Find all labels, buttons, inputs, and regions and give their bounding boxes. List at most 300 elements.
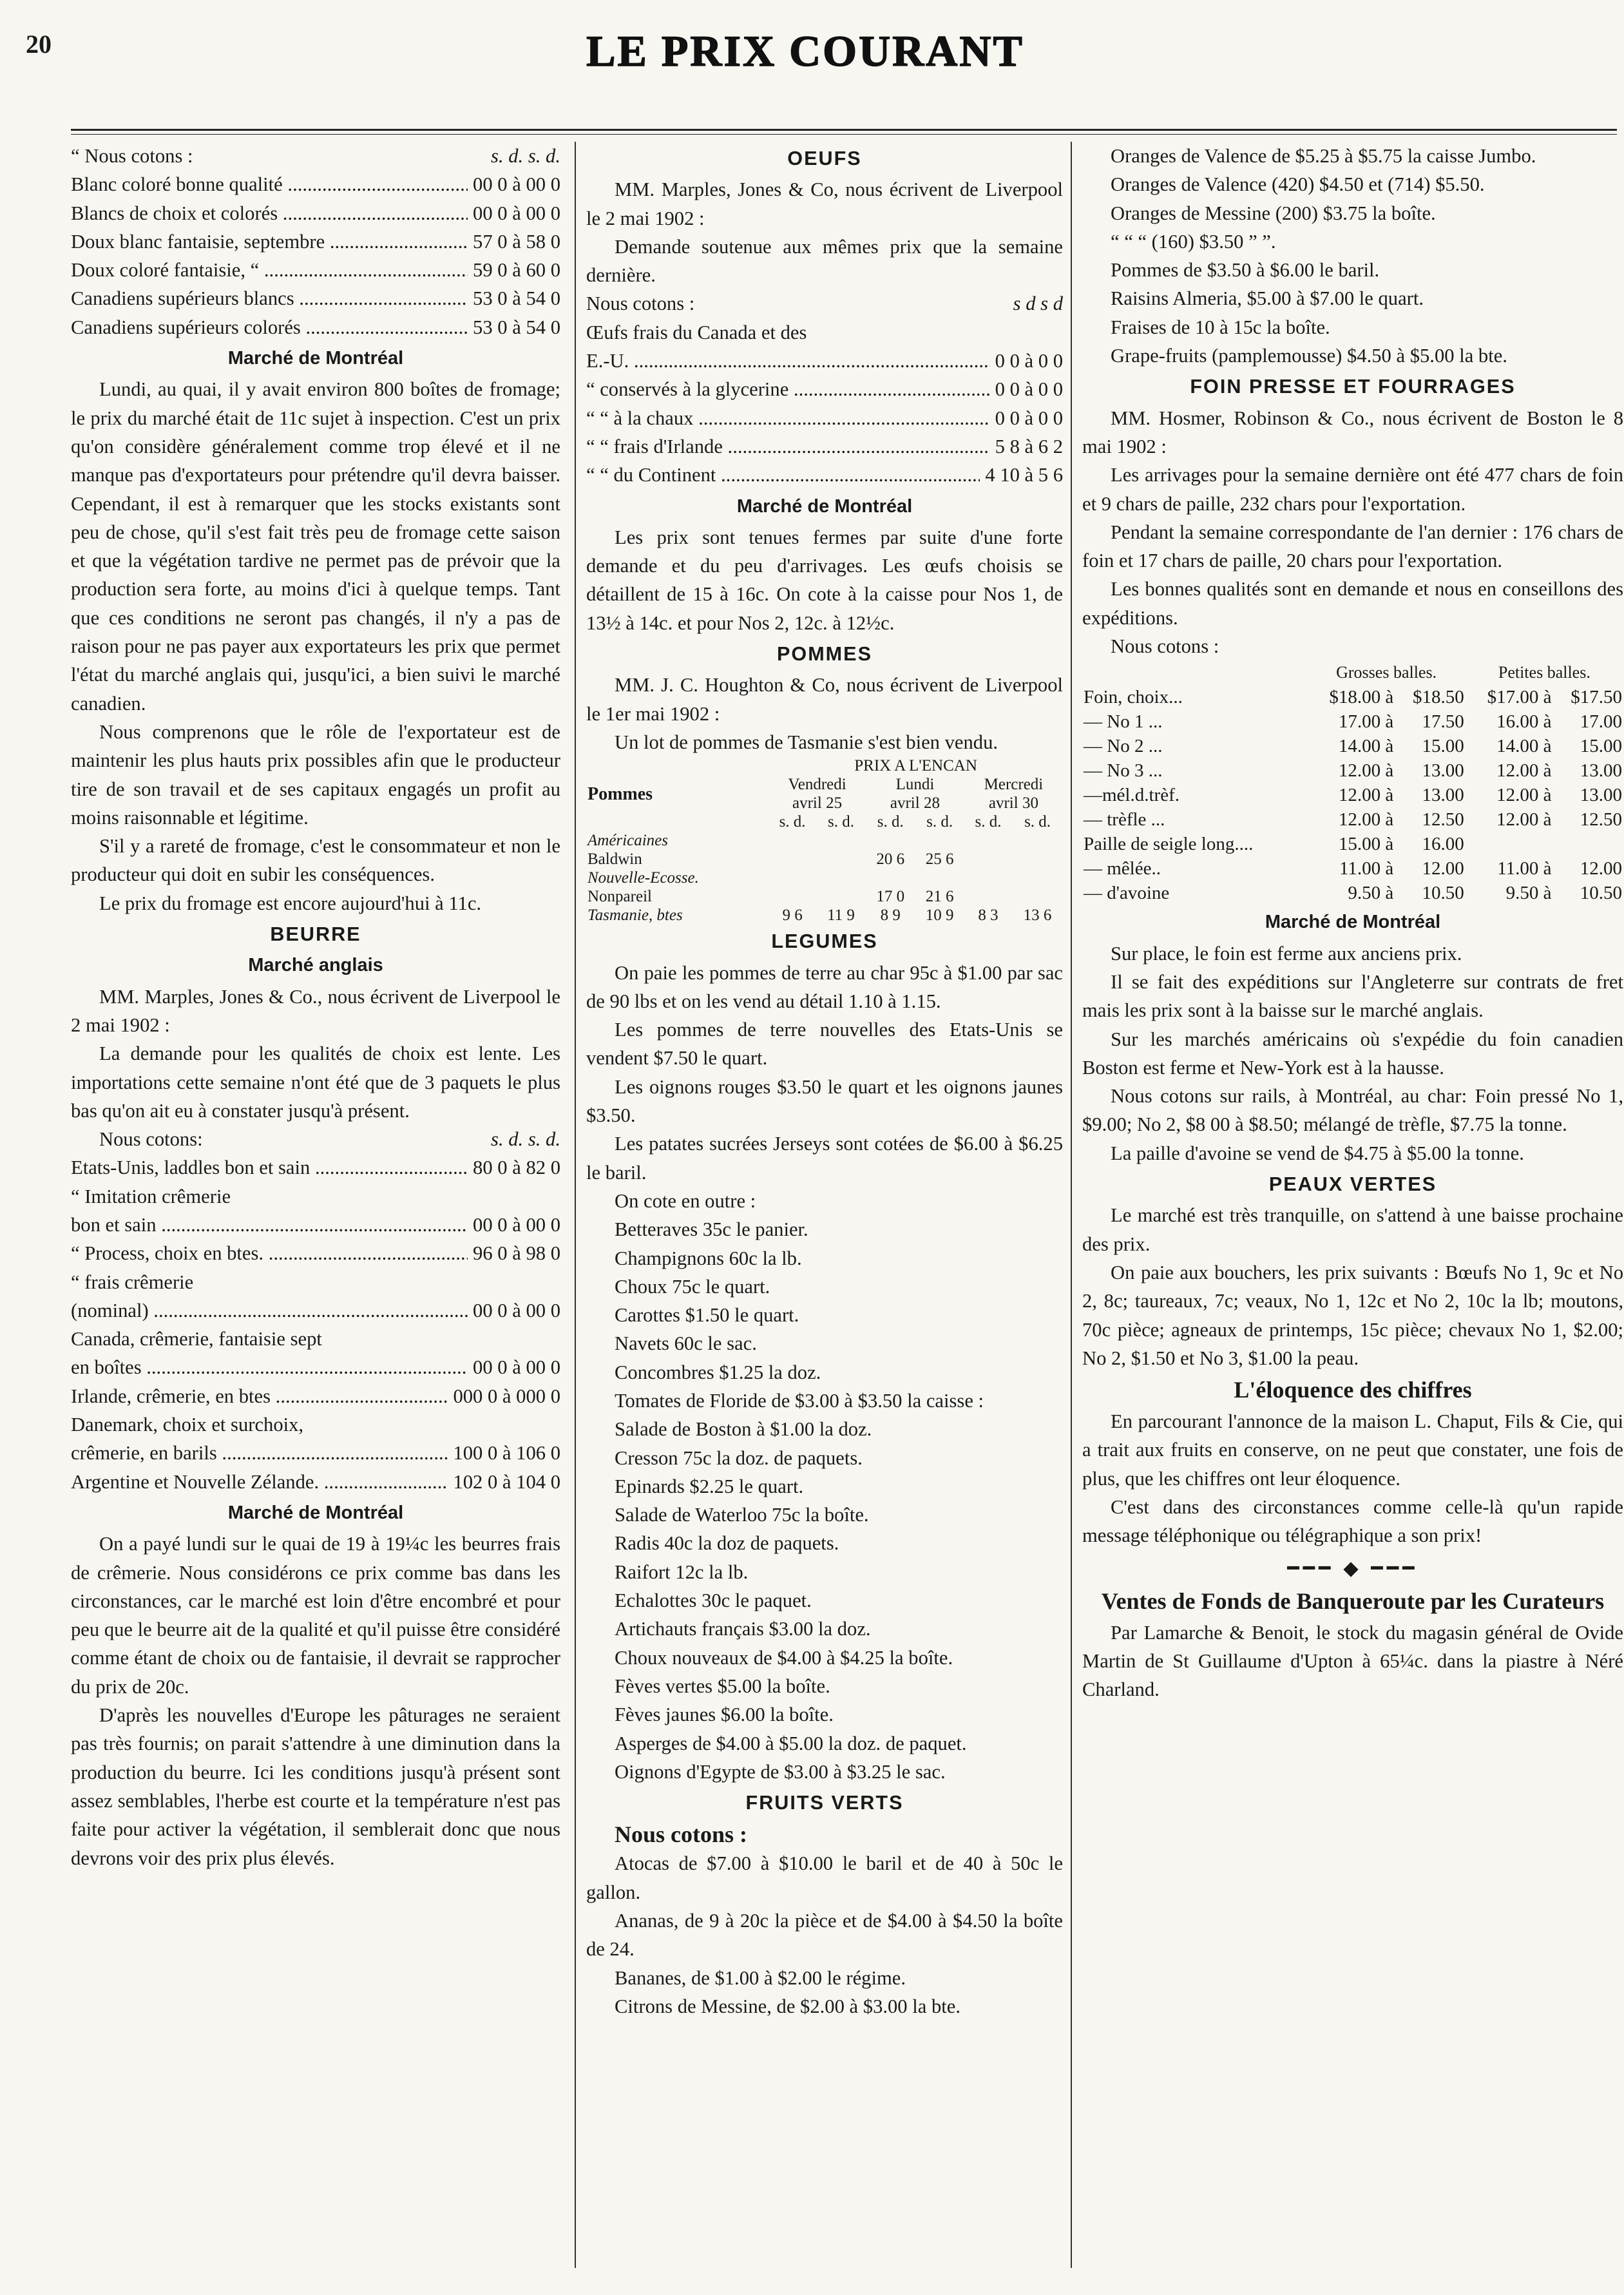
price-label: “ conservés à la glycerine ..... [586,375,990,403]
table-row [1082,832,1623,856]
table-row [1082,758,1623,783]
table-row [1082,807,1623,832]
list-item: Oranges de Valence de $5.25 à $5.75 la caisse Jumbo. [1111,145,1536,167]
price-value: 5 8 à 6 2 [995,435,1063,457]
table-cell: $18.50 [1412,687,1464,708]
table-cell: 12.00 [1422,858,1464,879]
paragraph: On paie les pommes de terre au char 95c à $1.00 par sac de 90 lbs et on les vend au détail 1.10 à 1.15. [586,961,1063,1012]
price-label: “ frais crêmerie [71,1271,194,1293]
table-cell: 13.00 [1580,785,1622,806]
price-value: 57 0 à 58 0 [473,230,560,253]
column-divider [575,142,576,2268]
section-heading: PEAUX VERTES [1268,1173,1437,1196]
ornament-divider: ━━━ ◆ ━━━ [1287,1557,1419,1579]
price-value: 59 0 à 60 0 [473,259,560,282]
table-cell [964,887,1012,906]
paragraph: La demande pour les qualités de choix est lente. Les importations cette semaine n'ont été que de 3 paquets le plus bas qu'on ait eu à constater jusqu'à présent. [71,1042,560,1122]
section-heading: Marché de Montréal [736,495,913,517]
table-cell: 10 9 [925,907,954,925]
table-unit: s. d. [926,813,953,831]
article-body [586,959,1063,1216]
table-cell [964,850,1012,869]
paragraph: Le marché est très tranquille, on s'attend à une baisse prochaine des prix. [1082,1204,1623,1255]
price-row [71,1439,560,1467]
row-label: Tasmanie, btes [588,907,683,925]
table-row [1082,783,1623,807]
list-item: Choux 75c le quart. [615,1275,770,1298]
paragraph: D'après les nouvelles d'Europe les pâturages ne seraient pas très fournis; on parait s'attendre à une diminution dans la production du beurre. Ici les conditions jusqu'à présent sont assez semblables, l'herbe est courte et la température n'est pas faite pour activer la végétation, il semblerait donc que nous devrons voir des prix plus élevés. [71,1704,560,1869]
table-cell [816,850,866,869]
section-heading: Marché de Montréal [227,348,404,369]
table-cell: 11.00 à [1497,858,1552,879]
table-cell [866,869,915,887]
price-row [71,1296,560,1325]
paragraph: S'il y a rareté de fromage, c'est le consommateur et non le producteur qui doit en subir les conséquences. [71,835,560,886]
table-col-title: Pommes [588,783,653,804]
table-row [586,906,1063,925]
list-item: Radis 40c la doz de paquets. [615,1532,839,1555]
article-body [1082,939,1623,1167]
paragraph: Un lot de pommes de Tasmanie s'est bien vendu. [615,731,998,753]
table-unit: s. d. [975,813,1002,831]
table-cell [816,831,866,850]
column-right [1082,142,1623,2268]
price-row [586,375,1063,403]
list-item: Echalottes 30c le paquet. [615,1589,812,1612]
cotons-units: s. d. s. d. [491,145,560,167]
table-col-header: Grosses balles. [1336,663,1437,682]
table-cell: 16.00 [1422,834,1464,855]
table-cell: 17.00 à [1338,711,1394,733]
list-item: Salade de Waterloo 75c la boîte. [615,1504,869,1526]
section-heading: Marché de Montréal [227,1502,404,1523]
table-cell: 20 6 [876,850,905,869]
paragraph: Sur place, le foin est ferme aux anciens prix. [1111,942,1462,965]
table-col-header: Petites balles. [1498,663,1591,682]
price-row [71,1382,560,1410]
table-cell: 11.00 à [1339,858,1394,879]
apple-auction-table [586,756,1063,925]
table-row [586,869,1063,887]
list-item: Ananas, de 9 à 20c la pièce et de $4.00 à $4.50 la boîte de 24. [586,1910,1063,1961]
table-cell: 15.00 à [1338,834,1394,855]
table-cell [964,831,1012,850]
price-list [1082,142,1623,370]
price-row [71,170,560,198]
paragraph: Les arrivages pour la semaine dernière ont été 477 chars de foin et 9 chars de paille, 232 chars pour l'exportation. [1082,464,1623,515]
table-cell: 12.00 à [1496,785,1552,806]
table-row [1082,685,1623,709]
table-cell [915,869,964,887]
table-cell: 11 9 [827,907,855,925]
price-label: en boîtes ..... [71,1353,468,1381]
price-list [586,1849,1063,2021]
price-label: Argentine et Nouvelle Zélande. ..... [71,1468,448,1496]
table-units-row [586,812,1063,831]
table-day: Mercredi [984,776,1044,794]
section-heading: LEGUMES [771,930,878,953]
table-cell: 13.00 [1422,785,1464,806]
paragraph: MM. Marples, Jones & Co., nous écrivent de Liverpool le 2 mai 1902 : [71,985,560,1036]
price-label: Blanc coloré bonne qualité ..... [71,170,468,198]
table-cell: 14.00 à [1338,736,1394,757]
price-value: 00 0 à 00 0 [473,1356,560,1379]
price-row [71,1239,560,1267]
price-row [586,404,1063,432]
table-row [1082,881,1623,905]
price-label: Doux coloré fantaisie, “ ..... [71,256,468,284]
table-cell: 12.50 [1580,809,1622,831]
price-value: 00 0 à 00 0 [473,173,560,196]
section-heading: L'éloquence des chiffres [1234,1377,1472,1403]
row-label: — No 1 ... [1084,711,1163,733]
row-label: — No 3 ... [1084,760,1163,782]
list-item: Oranges de Valence (420) $4.50 et (714) $5.50. [1111,173,1485,196]
price-label: Doux blanc fantaisie, septembre ..... [71,227,468,256]
price-value: 53 0 à 54 0 [473,287,560,310]
table-unit: s. d. [1024,813,1051,831]
row-label: Baldwin [588,850,642,869]
table-cell: 21 6 [925,888,954,906]
table-cell: $18.00 à [1329,687,1394,708]
list-item: Betteraves 35c le panier. [615,1218,808,1241]
price-value [555,1268,560,1296]
article-body [1082,461,1623,632]
list-item: Champignons 60c la lb. [615,1247,802,1269]
table-cell: 12.00 à [1338,760,1394,782]
cotons-header [586,289,1063,318]
paragraph: Nous comprenons que le rôle de l'exportateur est de maintenir les plus hauts prix possibles afin que le producteur tire de son travail et de ses capitaux engagés un profit au moins raisonnable et légitime. [71,720,560,829]
list-item: Carottes $1.50 le quart. [615,1304,799,1327]
list-item: Concombres $1.25 la doz. [615,1361,821,1383]
table-day: Lundi [895,776,935,794]
price-list [71,1153,560,1496]
price-label: Œufs frais du Canada et des [586,321,807,343]
price-row [71,1325,560,1353]
price-list [71,170,560,341]
column-divider [1071,142,1072,2268]
table-body [1082,685,1623,905]
table-cell: 13 6 [1023,907,1052,925]
table-unit: s. d. [779,813,806,831]
paragraph: Demande soutenue aux mêmes prix que la semaine dernière. [586,235,1063,287]
price-value [555,1410,560,1439]
paragraph: Par Lamarche & Benoit, le stock du magasin général de Ovide Martin de St Guillaume d'Upton à 65¼c. dans la piastre à Néré Charland. [1082,1621,1623,1701]
paragraph: MM. Hosmer, Robinson & Co., nous écrivent de Boston le 8 mai 1902 : [1082,407,1623,457]
price-label: Danemark, choix et surchoix, [71,1414,304,1436]
paragraph: La paille d'avoine se vend de $4.75 à $5.00 la tonne. [1111,1142,1524,1164]
price-value: 100 0 à 106 0 [453,1442,560,1464]
table-date: avril 28 [890,794,940,812]
paragraph: Nous cotons sur rails, à Montréal, au char: Foin pressé No 1, $9.00; No 2, $8 00 à $8.50; mélangé de trèfle, $7.75 la tonne. [1082,1085,1623,1136]
header-rule [71,129,1617,131]
paragraph: Lundi, au quai, il y avait environ 800 boîtes de fromage; le prix du marché était de 11c sujet à inspection. C'est un prix qu'on considère généralement comme trop élevé et il ne manque pas d'exportateurs pour prétendre qu'il devra baisser. Cependant, il est à remarquer que les stocks existants sont peu de chose, qu'il s'est fait très peu de fromage cette saison et que la végétation tardive ne permet pas de prévoir que la production sera forte, au moins d'ici à quelque temps. Tant que ces conditions ne seront pas changés, il n'y a pas de raison pour ne pas payer aux exportateurs les prix que permet l'état du marché anglais qui, jusqu'ici, a bien suivi le marché canadien. [71,378,560,715]
price-label: bon et sain ..... [71,1211,468,1239]
price-value: 0 0 à 0 0 [995,350,1063,372]
list-item: Epinards $2.25 le quart. [615,1475,804,1497]
list-item: Oranges de Messine (200) $3.75 la boîte. [1111,202,1436,224]
table-cell: 12.00 à [1338,785,1394,806]
page-number: 20 [26,30,52,59]
list-item: “ “ “ (160) $3.50 ” ”. [1111,230,1276,253]
table-row [1082,709,1623,734]
price-label: “ “ du Continent ..... [586,461,980,489]
table-cell [866,831,915,850]
price-label: (nominal) ..... [71,1296,468,1325]
price-row [586,318,1063,347]
paragraph: Les patates sucrées Jerseys sont cotées de $6.00 à $6.25 le baril. [586,1133,1063,1184]
table-cell [816,869,866,887]
list-item: Grape-fruits (pamplemousse) $4.50 à $5.00 la bte. [1111,345,1507,367]
price-label: Canada, crêmerie, fantaisie sept [71,1328,322,1350]
cotons-title: “ Nous cotons : [71,145,193,167]
price-value [555,1182,560,1211]
price-row [71,227,560,256]
article-body [71,375,560,917]
cotons-header [71,1125,560,1153]
table-cell: 12.00 [1580,858,1622,879]
price-row [71,313,560,341]
row-label: Nonpareil [588,888,652,906]
list-item: Citrons de Messine, de $2.00 à $3.00 la bte. [615,1995,961,2017]
price-value: 0 0 à 0 0 [995,407,1063,429]
table-unit: s. d. [828,813,854,831]
table-cell: 10.50 [1422,883,1464,904]
table-cell: 13.00 [1580,760,1622,782]
list-item: Salade de Boston à $1.00 la doz. [615,1418,872,1441]
table-date: avril 25 [792,794,843,812]
price-row [71,1468,560,1496]
price-row [71,284,560,312]
table-cell: 17.00 [1580,711,1622,733]
price-row [586,461,1063,489]
table-cell: 14.00 à [1496,736,1552,757]
price-value: 4 10 à 5 6 [985,464,1063,486]
paragraph: Les pommes de terre nouvelles des Etats-Unis se vendent $7.50 le quart. [586,1019,1063,1070]
price-label: Etats-Unis, laddles bon et sain ..... [71,1153,468,1182]
price-value: 00 0 à 00 0 [473,202,560,224]
table-row [586,831,1063,850]
paragraph: Le prix du fromage est encore aujourd'hui à 11c. [99,892,482,914]
cotons-units: s. d. s. d. [491,1128,560,1151]
list-item: Navets 60c le sac. [615,1332,757,1355]
paragraph: On cote en outre : [615,1189,756,1212]
list-item: Raifort 12c la lb. [615,1560,749,1583]
table-cell [816,887,866,906]
table-cell [1012,831,1063,850]
price-value: 53 0 à 54 0 [473,316,560,338]
paragraph: En parcourant l'annonce de la maison L. Chaput, Fils & Cie, qui a trait aux fruits en conserve, on ne peut que constater, une fois de plus, que les chiffres ont leur éloquence. [1082,1410,1623,1490]
table-cell [1012,887,1063,906]
price-row [71,256,560,284]
paragraph: Les oignons rouges $3.50 le quart et les oignons jaunes $3.50. [586,1075,1063,1127]
list-item: Pommes de $3.50 à $6.00 le baril. [1111,259,1380,282]
table-date: avril 30 [988,794,1038,812]
paragraph: C'est dans des circonstances comme celle-là qu'un rapide message téléphonique ou télégraphique a son prix! [1082,1495,1623,1547]
paragraph: MM. Marples, Jones & Co, nous écrivent de Liverpool le 2 mai 1902 : [586,178,1063,229]
paragraph: Les bonnes qualités sont en demande et nous en conseillons des expéditions. [1082,578,1623,629]
table-row [586,887,1063,906]
paragraph: Nous cotons : [1111,635,1219,658]
price-value: 0 0 à 0 0 [995,378,1063,401]
price-row [586,432,1063,461]
column-middle [586,142,1063,2268]
price-label: Canadiens supérieurs colorés ..... [71,313,468,341]
row-label: — d'avoine [1084,883,1170,904]
table-cell: 12.50 [1422,809,1464,831]
price-row [71,1153,560,1182]
paragraph: Il se fait des expéditions sur l'Angleterre sur contrats de fret mais les prix sont à la baisse sur le marché anglais. [1082,970,1623,1022]
row-label: —mél.d.trèf. [1084,785,1180,806]
table-cell: 8 3 [978,907,998,925]
price-row [586,347,1063,375]
table-cell: 13.00 [1422,760,1464,782]
price-label: Canadiens supérieurs blancs ..... [71,284,468,312]
table-cell [1552,832,1623,856]
price-row [71,1353,560,1381]
table-cell: 17.50 [1422,711,1464,733]
cotons-header [71,142,560,170]
paragraph: On a payé lundi sur le quai de 19 à 19¼c les beurres frais de crêmerie. Nous considérons ce prix comme bas dans les circonstances, car le marché est loin d'être encombré et pour peu que le beurre ait de la qualité et qu'il puisse être considéré comme étant de choix ou de fantaisie, il devrait se rapprocher du prix de 20c. [71,1533,560,1698]
row-label: — trèfle ... [1084,809,1165,831]
article-body [1082,1201,1623,1372]
price-row [71,1211,560,1239]
list-item: Oignons d'Egypte de $3.00 à $3.25 le sac. [615,1760,946,1783]
section-heading: Ventes de Fonds de Banqueroute par les Curateurs [1101,1588,1605,1614]
column-left [71,142,560,2268]
price-value: 102 0 à 104 0 [453,1470,560,1493]
table-cell: 12.00 à [1496,809,1552,831]
price-row [71,1410,560,1439]
table-cell: 15.00 [1580,736,1622,757]
price-row [71,1268,560,1296]
price-label: Blancs de choix et colorés ..... [71,199,468,227]
price-label: “ “ à la chaux ..... [586,404,990,432]
table-cell: $17.00 à [1487,687,1552,708]
list-item: Fèves vertes $5.00 la boîte. [615,1675,830,1697]
table-day: Vendredi [788,776,846,794]
price-label: “ Imitation crêmerie [71,1185,231,1207]
list-item: Bananes, de $1.00 à $2.00 le régime. [615,1966,906,1989]
table-cell: 9 6 [782,907,803,925]
row-label: — mêlée.. [1084,858,1161,879]
cotons-title: Nous cotons : [586,293,695,315]
fruits-cotons: Nous cotons : [615,1821,748,1848]
article-body [1082,1407,1623,1550]
table-cell: 12.00 à [1496,760,1552,782]
table-row [1082,856,1623,881]
paragraph: Les prix sont tenues fermes par suite d'une forte demande et du peu d'arrivages. Les œufs choisis se détaillent de 15 à 16c. On cote à la caisse pour Nos 1, de 13½ à 14c. et pour Nos 2, 12c. à 12½c. [586,526,1063,634]
list-item: Tomates de Floride de $3.00 à $3.50 la caisse : [615,1389,984,1412]
table-row [586,850,1063,869]
list-item: Artichauts français $3.00 la doz. [615,1618,871,1640]
section-subheading: Marché anglais [248,955,383,976]
row-label: Foin, choix... [1084,687,1183,708]
price-label: Irlande, crêmerie, en btes ..... [71,1382,448,1410]
price-value [555,1325,560,1353]
price-list [586,318,1063,490]
table-cell: 10.50 [1580,883,1622,904]
table-cell: 9.50 à [1505,883,1552,904]
paragraph: Pendant la semaine correspondante de l'an dernier : 176 chars de foin et 17 chars de paille, 20 chars pour l'exportation. [1082,521,1623,572]
price-label: “ Process, choix en btes. ..... [71,1239,468,1267]
table-cell: 17 0 [876,888,905,906]
cotons-units: s d s d [1013,293,1063,315]
table-cell [915,831,964,850]
list-item: Fèves jaunes $6.00 la boîte. [615,1704,834,1726]
row-label: — No 2 ... [1084,736,1163,757]
row-label: Américaines [588,832,668,850]
price-label: crêmerie, en barils ..... [71,1439,448,1467]
table-cell [769,869,816,887]
price-value: 000 0 à 000 0 [453,1385,560,1407]
price-value: 80 0 à 82 0 [473,1157,560,1179]
paragraph: Sur les marchés américains où s'expédie du foin canadien Boston est ferme et New-York est à la hausse. [1082,1028,1623,1079]
list-item: Asperges de $4.00 à $5.00 la doz. de paquet. [615,1732,967,1754]
table-cell: 15.00 [1422,736,1464,757]
article-body [71,1530,560,1872]
section-heading: BEURRE [270,923,361,946]
table-cell [769,887,816,906]
price-value: 00 0 à 00 0 [473,1213,560,1236]
paragraph: On paie aux bouchers, les prix suivants : Bœufs No 1, 9c et No 2, 8c; taureaux, 7c; veaux, No 1, 12c et No 2, 10c la lb; moutons, 70c pièce; agneaux de printemps, 15c pièce; chevaux No 1, $2.00; No 2, $1.50 et No 3, $1.00 la peau. [1082,1261,1623,1369]
list-item: Atocas de $7.00 à $10.00 le baril et de 40 à 50c le gallon. [586,1852,1063,1903]
table-body [586,831,1063,925]
row-label: Paille de seigle long.... [1084,834,1254,855]
price-value: 00 0 à 00 0 [473,1299,560,1321]
price-value: 96 0 à 98 0 [473,1242,560,1265]
cotons-title: Nous cotons: [99,1128,203,1151]
hay-price-table [1082,660,1623,905]
section-heading: OEUFS [787,148,862,169]
price-row [71,199,560,227]
table-cell: 12.00 à [1338,809,1394,831]
table-cell: 16.00 à [1496,711,1552,733]
section-heading: FOIN PRESSE ET FOURRAGES [1190,376,1516,398]
header-rule-thin [71,134,1617,135]
row-label: Nouvelle-Ecosse. [588,869,699,887]
list-item: Fraises de 10 à 15c la boîte. [1111,316,1330,338]
table-cell: 9.50 à [1348,883,1394,904]
masthead-logo [580,19,1031,84]
price-row [71,1182,560,1211]
table-cell: 25 6 [925,850,954,869]
table-cell [964,869,1012,887]
table-cell [1012,869,1063,887]
masthead-text: LE PRIX COURANT [586,26,1024,75]
list-item: Raisins Almeria, $5.00 à $7.00 le quart. [1111,287,1424,310]
paragraph: MM. J. C. Houghton & Co, nous écrivent de Liverpool le 1er mai 1902 : [586,674,1063,725]
table-cell [769,850,816,869]
table-cell [1466,832,1553,856]
section-heading: FRUITS VERTS [745,1792,904,1814]
table-cell: $17.50 [1571,687,1622,708]
price-label: “ “ frais d'Irlande ..... [586,432,990,461]
section-heading: POMMES [777,643,872,666]
list-item: Cresson 75c la doz. de paquets. [615,1446,863,1469]
price-list [586,1215,1063,1786]
price-value [1058,318,1063,347]
table-cell: 8 9 [880,907,901,925]
table-cell [1012,850,1063,869]
list-item: Choux nouveaux de $4.00 à $4.25 la boîte. [615,1646,953,1669]
table-caption: PRIX A L'ENCAN [854,757,977,775]
section-heading: Marché de Montréal [1265,912,1441,933]
table-unit: s. d. [877,813,904,831]
price-label: E.-U. ..... [586,347,990,375]
table-row [1082,734,1623,758]
table-cell [769,831,816,850]
